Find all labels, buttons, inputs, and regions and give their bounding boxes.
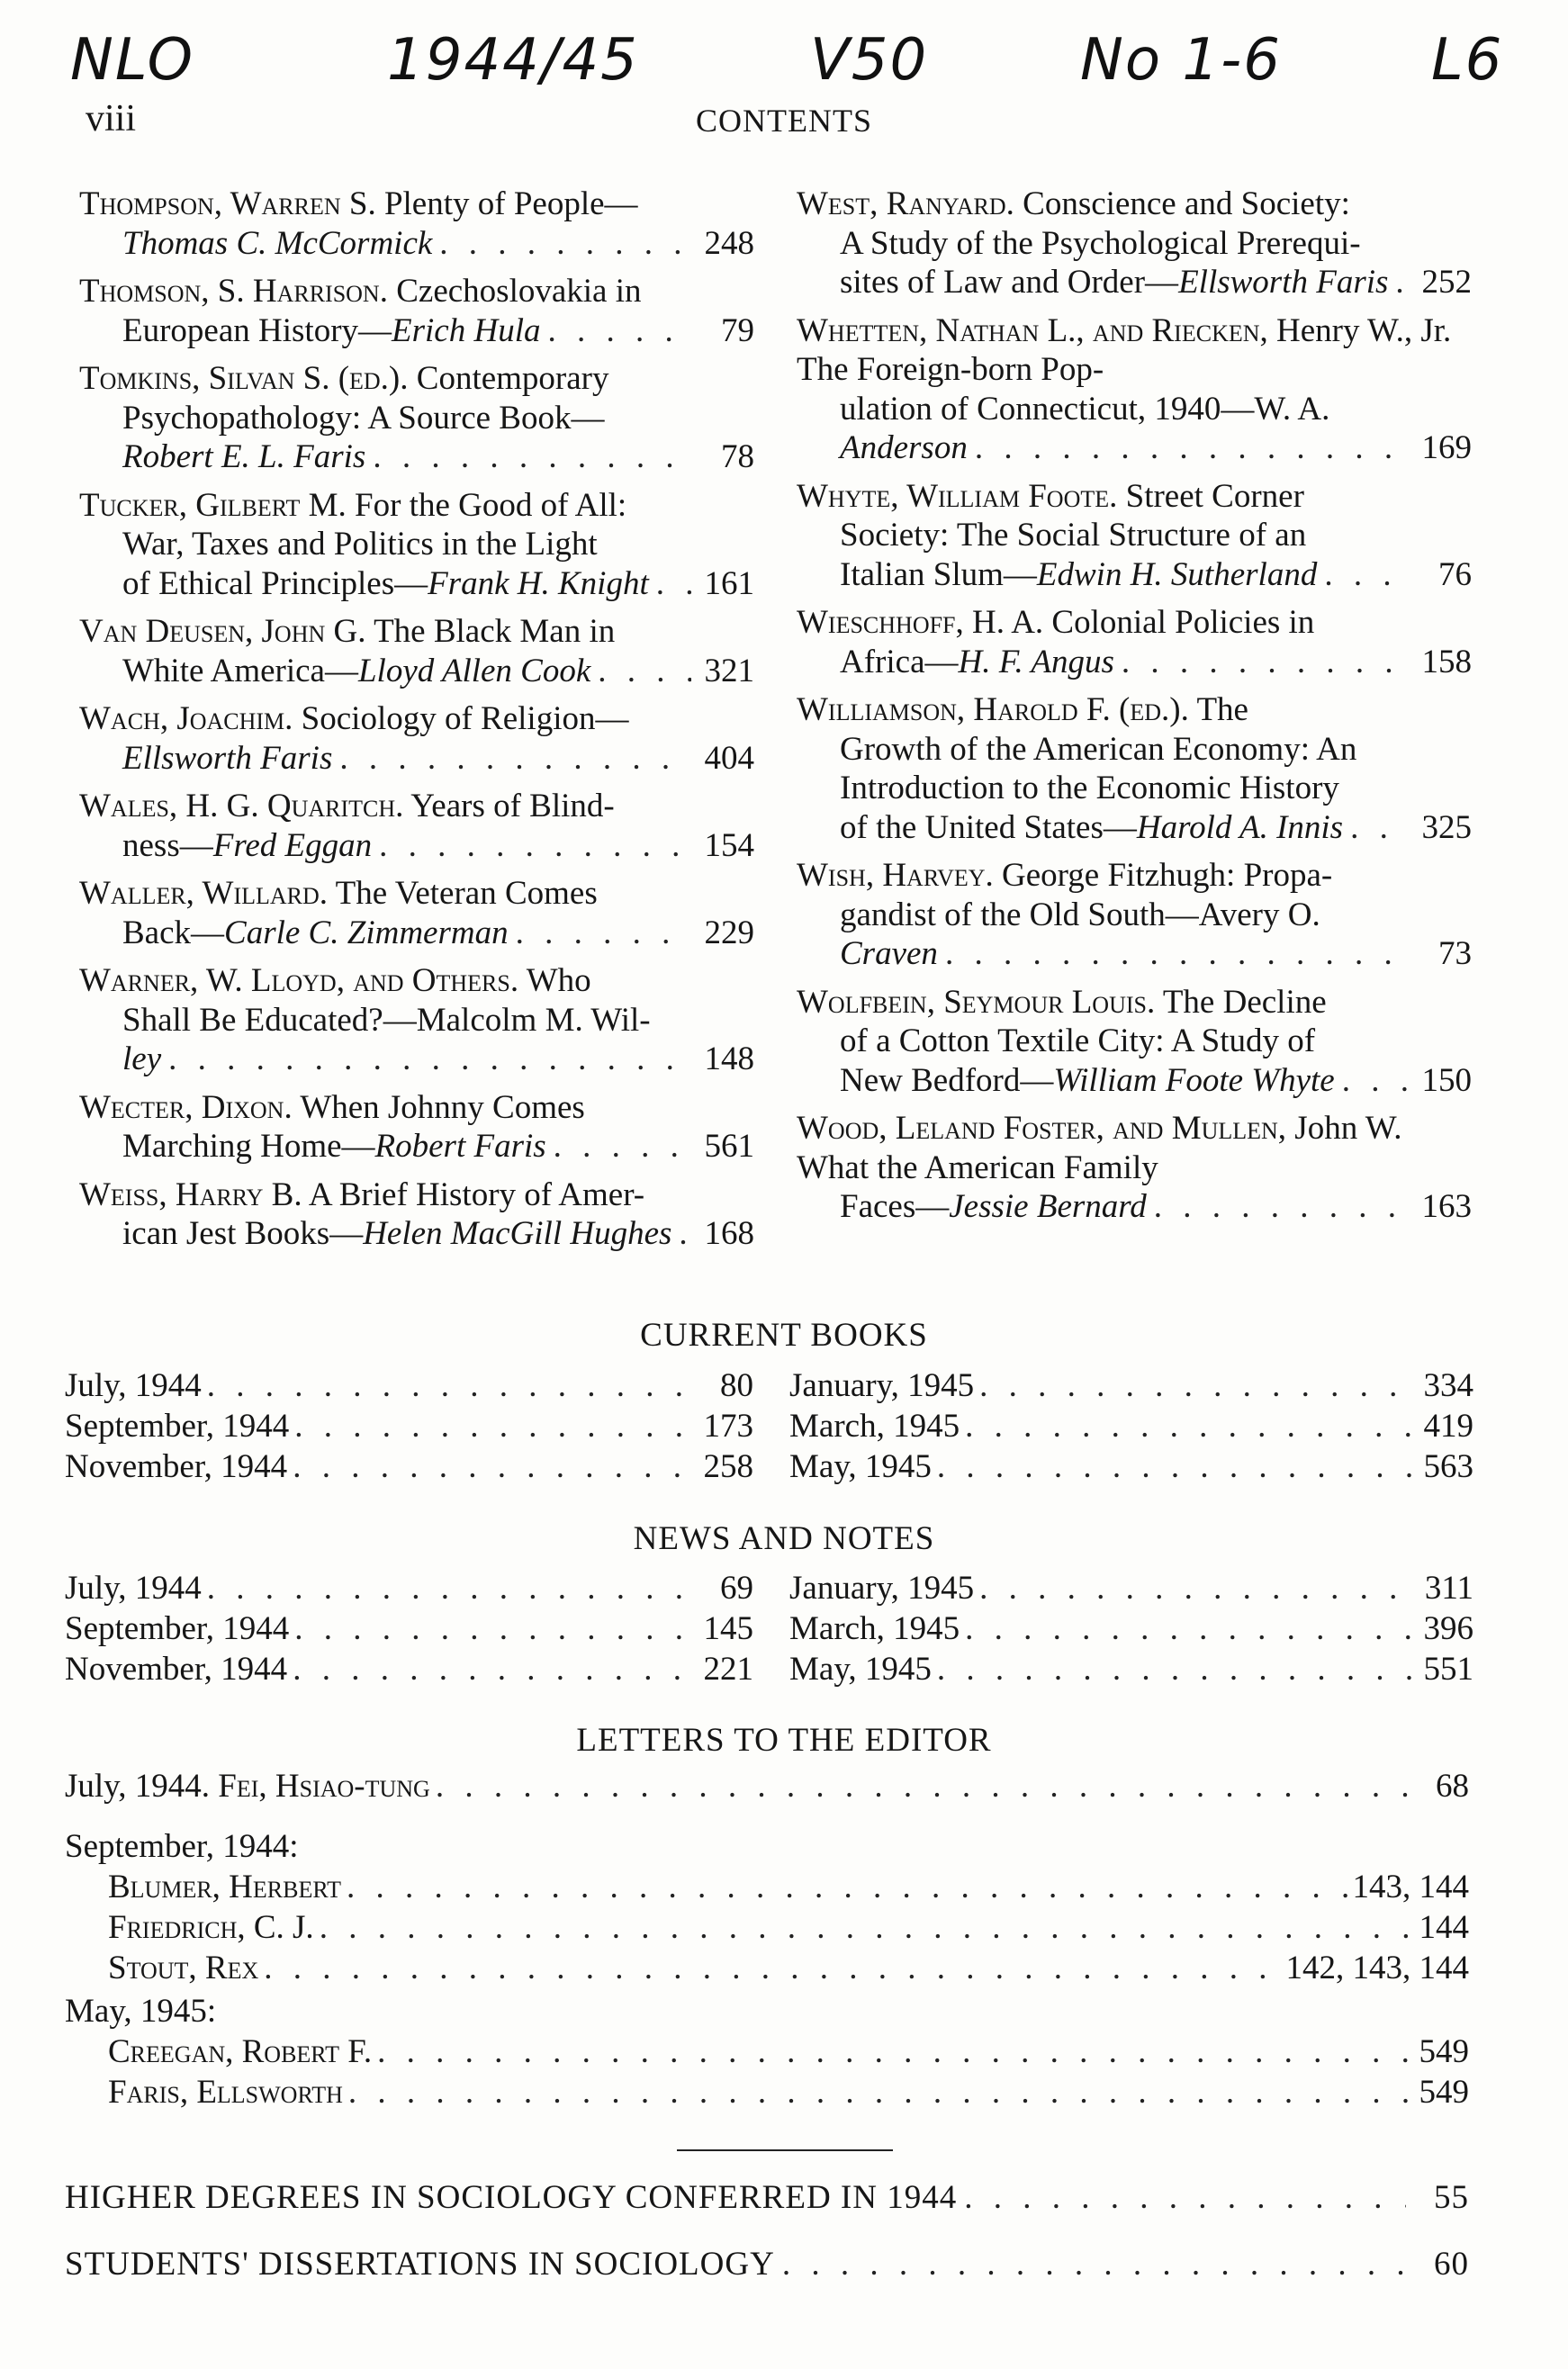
- entry-reviewer: [840, 428, 968, 468]
- section-title-letters: LETTERS TO THE EDITOR: [576, 1722, 992, 1759]
- issue-date: November, 1944: [65, 1651, 288, 1688]
- handwritten-note: V50: [810, 27, 929, 94]
- dot-leader: [439, 224, 691, 264]
- entry-line: [79, 486, 754, 526]
- review-entry: [79, 185, 754, 263]
- entry-line: Growth of the American Economy: An: [840, 730, 1357, 768]
- review-author: Wish, Harvey.: [797, 857, 994, 894]
- book-title: John W. What the American Family: [797, 1110, 1402, 1186]
- page-number: 78: [721, 438, 754, 475]
- review-author: Wolfbein, Seymour Louis.: [797, 983, 1156, 1021]
- review-entry: [797, 311, 1472, 468]
- reviewer-name: Thomas C. McCormick: [122, 224, 433, 262]
- review-entry: [79, 359, 754, 477]
- review-author: Wales, H. G. Quaritch.: [79, 788, 404, 824]
- entry-last-line: [797, 428, 1472, 468]
- letter-author: Faris, Ellsworth: [108, 2074, 343, 2111]
- entry-page: 55: [1434, 2179, 1469, 2216]
- entry-last-line: [797, 1187, 1472, 1227]
- right-review-column: [797, 185, 1472, 1236]
- letter-page: 549: [1419, 2033, 1469, 2070]
- review-entry: [797, 983, 1472, 1101]
- entry-last-line: [79, 564, 754, 604]
- dot-leader: [1395, 263, 1409, 302]
- entry-last-line: [79, 437, 754, 477]
- reviewer-name: H. F. Angus: [958, 643, 1114, 680]
- dot-leader: [207, 1366, 692, 1405]
- entry-reviewer: [122, 739, 332, 779]
- entry-line: [79, 961, 754, 1001]
- book-title: For the Good of All:: [355, 486, 627, 524]
- section-title-current-books: CURRENT BOOKS: [640, 1317, 928, 1354]
- dot-leader: [373, 437, 691, 477]
- review-author: Wecter, Dixon.: [79, 1088, 293, 1126]
- letter-author: Friedrich, C. J.: [108, 1909, 314, 1946]
- page-number: 158: [1421, 643, 1472, 680]
- review-author: Warner, W. Lloyd, and Others.: [79, 962, 519, 999]
- review-entry: [79, 699, 754, 778]
- entry-reviewer: [840, 1187, 1147, 1227]
- entry-reviewer: [840, 555, 1317, 595]
- review-author: Tucker, Gilbert M.: [79, 486, 347, 524]
- entry-reviewer: [122, 437, 365, 477]
- dot-leader: [937, 1650, 1412, 1689]
- reviewer-name: Helen MacGill Hughes: [363, 1215, 672, 1252]
- entry-line: [79, 874, 754, 914]
- dot-leader: [975, 428, 1409, 468]
- entry-reviewer: [840, 263, 1388, 302]
- reviewer-name: Erich Hula: [392, 311, 541, 349]
- issue-date: September, 1944: [65, 1610, 290, 1647]
- review-author: Van Deusen, John G.: [79, 613, 366, 650]
- entry-line: [797, 856, 1472, 896]
- page-number: 404: [704, 739, 754, 777]
- dot-leader: [207, 1569, 692, 1608]
- issue-row: [65, 1447, 753, 1486]
- reviewer-name: Carle C. Zimmerman: [224, 914, 509, 951]
- entry-last-line: [797, 1061, 1472, 1101]
- page-number: 419: [1423, 1408, 1473, 1445]
- entry-reviewer: [840, 1061, 1335, 1101]
- dot-leader: [965, 1609, 1412, 1648]
- dot-leader: [339, 739, 691, 779]
- letter-entry: [108, 1949, 1469, 1987]
- review-entry: [79, 272, 754, 350]
- review-entry: [797, 690, 1472, 847]
- left-review-column: [79, 185, 754, 1263]
- entry-last-line: [79, 1127, 754, 1166]
- letter-entry: [108, 1908, 1469, 1947]
- dot-leader: [945, 934, 1409, 974]
- page-number: 321: [704, 652, 754, 689]
- entry-reviewer: [122, 224, 432, 264]
- letter-page: 142, 143, 144: [1285, 1950, 1469, 1986]
- entry-reviewer: [122, 1040, 161, 1079]
- issue-date: July, 1944: [65, 1367, 202, 1404]
- entry-line: Psychopathology: A Source Book—: [122, 399, 605, 437]
- dissertations-entry: [65, 2245, 1469, 2283]
- dot-leader: [598, 652, 691, 691]
- book-title: Who: [526, 962, 591, 999]
- entry-line: Shall Be Educated?—Malcolm M. Wil-: [122, 1001, 651, 1039]
- review-entry: [797, 856, 1472, 974]
- book-title: George Fitzhugh: Propa-: [1002, 857, 1333, 894]
- entry-reviewer: [122, 1214, 671, 1254]
- dot-leader: [347, 1868, 1347, 1906]
- review-entry: [79, 612, 754, 690]
- dot-leader: [168, 1040, 691, 1079]
- dot-leader: [965, 1407, 1412, 1446]
- book-title: Africa—: [840, 643, 959, 680]
- page-number: 173: [703, 1408, 753, 1445]
- review-author: West, Ranyard.: [797, 185, 1014, 222]
- higher-degrees-entry: [65, 2178, 1469, 2217]
- dot-leader: [1154, 1187, 1409, 1227]
- issue-row: [789, 1569, 1473, 1608]
- entry-line: [797, 311, 1472, 390]
- entry-line: [79, 1175, 754, 1215]
- dot-leader: [377, 2032, 1408, 2071]
- dot-leader: [516, 914, 691, 953]
- issue-row: [789, 1609, 1473, 1648]
- reviewer-name: Ellsworth Faris: [122, 739, 333, 777]
- entry-line: [797, 603, 1472, 643]
- issue-row: [789, 1650, 1473, 1689]
- page-number: 76: [1438, 555, 1472, 593]
- entry-reviewer: [122, 826, 372, 866]
- entry-label: STUDENTS' DISSERTATIONS IN SOCIOLOGY: [65, 2246, 775, 2283]
- issue-date: July, 1944: [65, 1570, 202, 1607]
- reviewer-name: Frank H. Knight: [428, 564, 649, 602]
- entry-last-line: [797, 808, 1472, 848]
- book-title: Colonial Policies in: [1051, 604, 1315, 641]
- entry-last-line: [79, 1214, 754, 1254]
- dot-leader: [436, 1767, 1408, 1806]
- book-title: Years of Blind-: [410, 788, 615, 824]
- page-number: 69: [720, 1570, 753, 1607]
- letter-group-label: September, 1944:: [65, 1828, 299, 1865]
- entry-line: [79, 1088, 754, 1128]
- reviewer-name: Jessie Bernard: [949, 1188, 1147, 1225]
- handwritten-note: 1944/45: [387, 27, 639, 94]
- book-title: White America—: [122, 652, 358, 689]
- letter-group-label: May, 1945:: [65, 1993, 217, 2030]
- book-title: Back—: [122, 914, 225, 951]
- page-number: 154: [704, 826, 754, 864]
- book-title: ican Jest Books—: [122, 1215, 364, 1252]
- entry-line: [797, 983, 1472, 1022]
- letter-entry: [108, 2073, 1469, 2112]
- entry-line: ulation of Connecticut, 1940—W. A.: [840, 390, 1330, 428]
- dot-leader: [679, 1214, 691, 1254]
- review-entry: [79, 486, 754, 604]
- reviewer-name: Harold A. Innis: [1136, 808, 1344, 846]
- review-author: Wach, Joachim.: [79, 700, 293, 737]
- issue-row: [65, 1366, 753, 1405]
- book-title: Contemporary: [416, 360, 609, 397]
- letter-author: Creegan, Robert F.: [108, 2033, 373, 2070]
- dot-leader: [979, 1366, 1412, 1405]
- entry-reviewer: [122, 914, 509, 953]
- dot-leader: [937, 1447, 1412, 1486]
- page-number: 311: [1424, 1570, 1473, 1607]
- review-entry: [797, 603, 1472, 681]
- reviewer-name: Anderson: [840, 429, 968, 466]
- entry-reviewer: [122, 564, 649, 604]
- reviewer-name: Robert Faris: [374, 1128, 546, 1165]
- page-number: 551: [1423, 1651, 1473, 1688]
- entry-reviewer: [840, 934, 938, 974]
- book-title: A Brief History of Amer-: [308, 1175, 645, 1213]
- dot-leader: [348, 2073, 1408, 2112]
- book-title: Henry W., Jr. The Foreign-born Pop-: [797, 311, 1452, 388]
- reviewer-name: Fred Eggan: [212, 826, 373, 864]
- handwritten-note: L6: [1431, 27, 1504, 94]
- page-number: 221: [703, 1651, 753, 1688]
- issue-row: [789, 1366, 1473, 1405]
- issue-date: May, 1945: [789, 1651, 932, 1688]
- entry-reviewer: [122, 1127, 546, 1166]
- entry-line: of a Cotton Textile City: A Study of: [840, 1022, 1316, 1059]
- letter-entry: [108, 2032, 1469, 2071]
- letter-page: 143, 144: [1352, 1869, 1469, 1905]
- letter-date: July, 1944.: [65, 1768, 211, 1805]
- review-author: Williamson, Harold F. (ed.).: [797, 691, 1189, 728]
- page-number: 258: [703, 1448, 753, 1485]
- book-title: Sociology of Religion—: [301, 700, 629, 737]
- page-number: 252: [1421, 264, 1472, 301]
- entry-label: HIGHER DEGREES IN SOCIOLOGY CONFERRED IN 1944: [65, 2179, 958, 2216]
- dot-leader: [320, 1908, 1408, 1947]
- section-title-news-notes: NEWS AND NOTES: [633, 1520, 935, 1557]
- entry-line: [79, 612, 754, 652]
- dot-leader: [782, 2245, 1406, 2283]
- dot-leader: [293, 1650, 692, 1689]
- review-entry: [79, 1088, 754, 1166]
- handwritten-note: No 1-6: [1080, 27, 1282, 94]
- dot-leader: [1342, 1061, 1409, 1101]
- dot-leader: [1324, 555, 1409, 595]
- page-number: 163: [1421, 1188, 1472, 1225]
- issue-row: [65, 1569, 753, 1608]
- issue-date: May, 1945: [789, 1448, 932, 1485]
- entry-page: 60: [1434, 2246, 1469, 2283]
- book-title: of the United States—: [840, 808, 1137, 846]
- reviewer-name: Lloyd Allen Cook: [357, 652, 591, 689]
- issue-row: [789, 1407, 1473, 1446]
- book-title: Italian Slum—: [840, 555, 1037, 593]
- page-number: 561: [704, 1128, 754, 1165]
- book-title: of Ethical Principles—: [122, 564, 428, 602]
- dot-leader: [1350, 808, 1409, 848]
- letter-page: 144: [1419, 1909, 1469, 1946]
- entry-line: gandist of the Old South—Avery O.: [840, 896, 1320, 933]
- reviewer-name: Robert E. L. Faris: [122, 438, 366, 475]
- entry-line: [79, 272, 754, 311]
- section-divider: [677, 2149, 893, 2151]
- entry-last-line: [79, 1040, 754, 1079]
- dot-leader: [656, 564, 691, 604]
- review-author: Waller, Willard.: [79, 875, 329, 912]
- reviewer-name: William Foote Whyte: [1053, 1061, 1335, 1099]
- issue-row: [65, 1609, 753, 1648]
- letter-page: 68: [1436, 1768, 1469, 1805]
- reviewer-name: Ellsworth Faris: [1178, 264, 1389, 301]
- issue-date: September, 1944: [65, 1408, 290, 1445]
- page-number: 396: [1423, 1610, 1473, 1647]
- page-number: 169: [1421, 429, 1472, 466]
- entry-line: [79, 359, 754, 399]
- letter-entry: [65, 1767, 1469, 1806]
- page-number: 79: [721, 311, 754, 349]
- page-number: 145: [703, 1610, 753, 1647]
- issue-row: [65, 1407, 753, 1446]
- dot-leader: [294, 1609, 692, 1648]
- page-number: 563: [1423, 1448, 1473, 1485]
- letter-author: Stout, Rex: [108, 1950, 259, 1986]
- book-title: The Decline: [1162, 983, 1327, 1021]
- review-author: Wieschhoff, H. A.: [797, 604, 1044, 641]
- page-number: 80: [720, 1367, 753, 1404]
- letter-author: Fei, Hsiao-tung: [218, 1768, 430, 1805]
- review-entry: [797, 477, 1472, 595]
- page-title: CONTENTS: [696, 103, 872, 139]
- entry-line: Society: The Social Structure of an: [840, 517, 1307, 554]
- review-entry: [797, 185, 1472, 302]
- book-title: Plenty of People—: [383, 185, 638, 222]
- reviewer-name: ley: [122, 1040, 162, 1077]
- issue-date: November, 1944: [65, 1448, 288, 1485]
- book-title: The: [1196, 691, 1248, 728]
- dot-leader: [1122, 643, 1409, 682]
- handwritten-note: NLO: [70, 27, 194, 94]
- page-number: 325: [1421, 808, 1472, 846]
- book-title: When Johnny Comes: [300, 1088, 585, 1126]
- entry-reviewer: [122, 311, 540, 351]
- entry-last-line: [79, 739, 754, 779]
- review-entry: [79, 787, 754, 865]
- book-title: Czechoslovakia in: [396, 273, 642, 310]
- entry-line: [79, 185, 754, 224]
- entry-last-line: [79, 652, 754, 691]
- book-title: Street Corner: [1125, 477, 1304, 515]
- reviewer-name: Edwin H. Sutherland: [1036, 555, 1318, 593]
- book-title: The Black Man in: [374, 613, 616, 650]
- entry-line: A Study of the Psychological Prerequi-: [840, 224, 1361, 262]
- entry-last-line: [797, 263, 1472, 302]
- entry-line: War, Taxes and Politics in the Light: [122, 526, 598, 563]
- review-author: Tomkins, Silvan S. (ed.).: [79, 360, 409, 397]
- page-number: 148: [704, 1040, 754, 1077]
- entry-last-line: [79, 826, 754, 866]
- book-title: Marching Home—: [122, 1128, 375, 1165]
- entry-line: [797, 690, 1472, 730]
- entry-line: [79, 699, 754, 739]
- dot-leader: [547, 311, 691, 351]
- review-entry: [797, 1109, 1472, 1227]
- review-author: Thomson, S. Harrison.: [79, 273, 388, 310]
- page-number: 161: [704, 564, 754, 602]
- entry-last-line: [797, 934, 1472, 974]
- letter-author: Blumer, Herbert: [108, 1869, 342, 1905]
- page-number: 334: [1423, 1367, 1473, 1404]
- book-title: The Veteran Comes: [335, 875, 598, 912]
- entry-reviewer: [840, 808, 1343, 848]
- dot-leader: [554, 1127, 691, 1166]
- reviewer-name: Craven: [840, 935, 938, 972]
- book-title: New Bedford—: [840, 1061, 1054, 1099]
- book-title: European History—: [122, 311, 392, 349]
- page-number: 168: [704, 1215, 754, 1252]
- page-number: 150: [1421, 1061, 1472, 1099]
- issue-date: January, 1945: [789, 1367, 975, 1404]
- dot-leader: [379, 826, 691, 866]
- entry-last-line: [79, 224, 754, 264]
- dot-leader: [979, 1569, 1412, 1608]
- book-title: Conscience and Society:: [1023, 185, 1350, 222]
- review-author: Wood, Leland Foster, and Mullen,: [797, 1110, 1287, 1147]
- page-number: 73: [1438, 935, 1472, 972]
- dot-leader: [964, 2178, 1406, 2217]
- book-title: sites of Law and Order—: [840, 264, 1179, 301]
- book-title: ness—: [122, 826, 213, 864]
- entry-line: [79, 787, 754, 826]
- review-author: Whyte, William Foote.: [797, 477, 1118, 515]
- issue-row: [789, 1447, 1473, 1486]
- entry-reviewer: [840, 643, 1114, 682]
- entry-reviewer: [122, 652, 590, 691]
- entry-last-line: [79, 311, 754, 351]
- review-author: Whetten, Nathan L., and Riecken,: [797, 311, 1268, 349]
- review-entry: [79, 961, 754, 1079]
- book-title: Faces—: [840, 1188, 950, 1225]
- entry-line: Introduction to the Economic History: [840, 770, 1339, 806]
- entry-last-line: [797, 555, 1472, 595]
- page-folio: viii: [86, 98, 137, 140]
- dot-leader: [264, 1949, 1280, 1987]
- entry-last-line: [797, 643, 1472, 682]
- dot-leader: [293, 1447, 692, 1486]
- letter-entry: [108, 1868, 1469, 1906]
- issue-row: [65, 1650, 753, 1689]
- issue-date: January, 1945: [789, 1570, 975, 1607]
- issue-date: March, 1945: [789, 1610, 960, 1647]
- page-number: 229: [704, 914, 754, 951]
- entry-line: [797, 185, 1472, 224]
- entry-line: [797, 477, 1472, 517]
- review-author: Weiss, Harry B.: [79, 1175, 302, 1213]
- entry-line: [797, 1109, 1472, 1187]
- dot-leader: [294, 1407, 692, 1446]
- review-entry: [79, 1175, 754, 1254]
- entry-last-line: [79, 914, 754, 953]
- issue-date: March, 1945: [789, 1408, 960, 1445]
- page-number: 248: [704, 224, 754, 262]
- letter-page: 549: [1419, 2074, 1469, 2111]
- review-author: Thompson, Warren S.: [79, 185, 376, 222]
- review-entry: [79, 874, 754, 952]
